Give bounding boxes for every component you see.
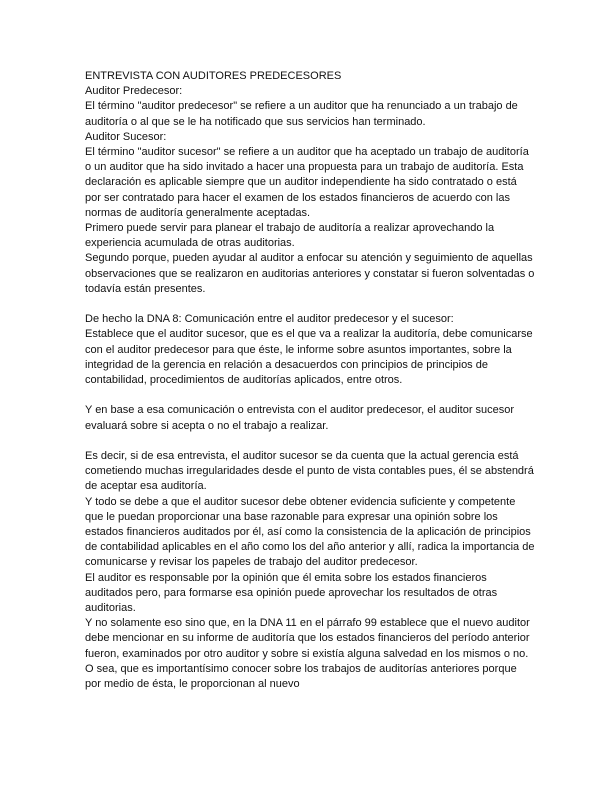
paragraph-definicion-predecesor: El término "auditor predecesor" se refiere a un auditor que ha renunciado a un trabajo de auditoría o al que se le ha notificado que sus servicios han terminado. (85, 100, 518, 128)
paragraph-dna-8-heading: De hecho la DNA 8: Comunicación entre el auditor predecesor y el sucesor: (85, 313, 454, 326)
paragraph-definicion-sucesor: El término "auditor sucesor" se refiere a un auditor que ha aceptado un trabajo de auditoría o un auditor que ha sido invitado a hacer una propuesta para un trabajo de auditoría. Esta declaración es aplicable siempre que un auditor independiente ha sido contratado o está por ser contratado para hacer el examen de los estados financieros de acuerdo con las normas de auditoría generalmente aceptadas. (85, 146, 529, 219)
paragraph-primero: Primero puede servir para planear el trabajo de auditoría a realizar aprovechando la experiencia acumulada de otras auditorias. (85, 222, 495, 250)
paragraph-spacer (85, 388, 535, 403)
document-body (85, 69, 535, 692)
paragraph-responsable: El auditor es responsable por la opinión que él emita sobre los estados financieros auditados pero, para formarse esa opinión puede aprovechar los resultados de otras auditorias. (85, 571, 498, 615)
paragraph-comunicacion: Y en base a esa comunicación o entrevista con el auditor predecesor, el auditor sucesor evaluará sobre si acepta o no el trabajo a realizar. (85, 404, 515, 432)
paragraph-es-decir: Es decir, si de esa entrevista, el auditor sucesor se da cuenta que la actual gerencia está cometiendo muchas irregularidades desde el punto de vista contables pues, él se abstendrá de aceptar esa auditoría. (85, 450, 534, 493)
heading-auditor-predecesor: Auditor Predecesor: (85, 85, 183, 98)
paragraph-segundo: Segundo porque, pueden ayudar al auditor a enfocar su atención y seguimiento de aquellas observaciones que se realizaron en auditorias anteriores y constatar si fueron solventadas o todavía están presentes. (85, 252, 535, 295)
paragraph-spacer (85, 434, 535, 449)
paragraph-dna-11: Y no solamente eso sino que, en la DNA 11 en el párrafo 99 establece que el nuevo auditor debe mencionar en su informe de auditoría que los estados financieros del período anterior fueron, examinados por otro auditor y sobre si existía alguna salvedad en los mismos o no. O sea, que es importantísimo conocer sobre los trabajos de auditorías anteriores porque por medio de ésta, le proporcionan al nuevo (85, 617, 530, 691)
heading-auditor-sucesor: Auditor Sucesor: (85, 130, 167, 143)
paragraph-dna-8-body: Establece que el auditor sucesor, que es el que va a realizar la auditoría, debe comunicarse con el auditor predecesor para que éste, le informe sobre asuntos importantes, sobre la integridad de la gerencia en relación a desacuerdos con principios de principios de contabilidad, procedimientos de auditorías aplicados, entre otros. (85, 328, 533, 387)
paragraph-spacer (85, 297, 535, 312)
document-title: ENTREVISTA CON AUDITORES PREDECESORES (85, 70, 342, 82)
paragraph-evidencia: Y todo se debe a que el auditor sucesor debe obtener evidencia suficiente y competente que le puedan proporcionar una base razonable para expresar una opinión sobre los estados financieros auditados por él, así como la consistencia de la aplicación de principios de contabilidad aplicables en el año como los del año anterior y allí, radica la importancia de comunicarse y revisar los papeles de trabajo del auditor predecesor. (85, 495, 535, 569)
